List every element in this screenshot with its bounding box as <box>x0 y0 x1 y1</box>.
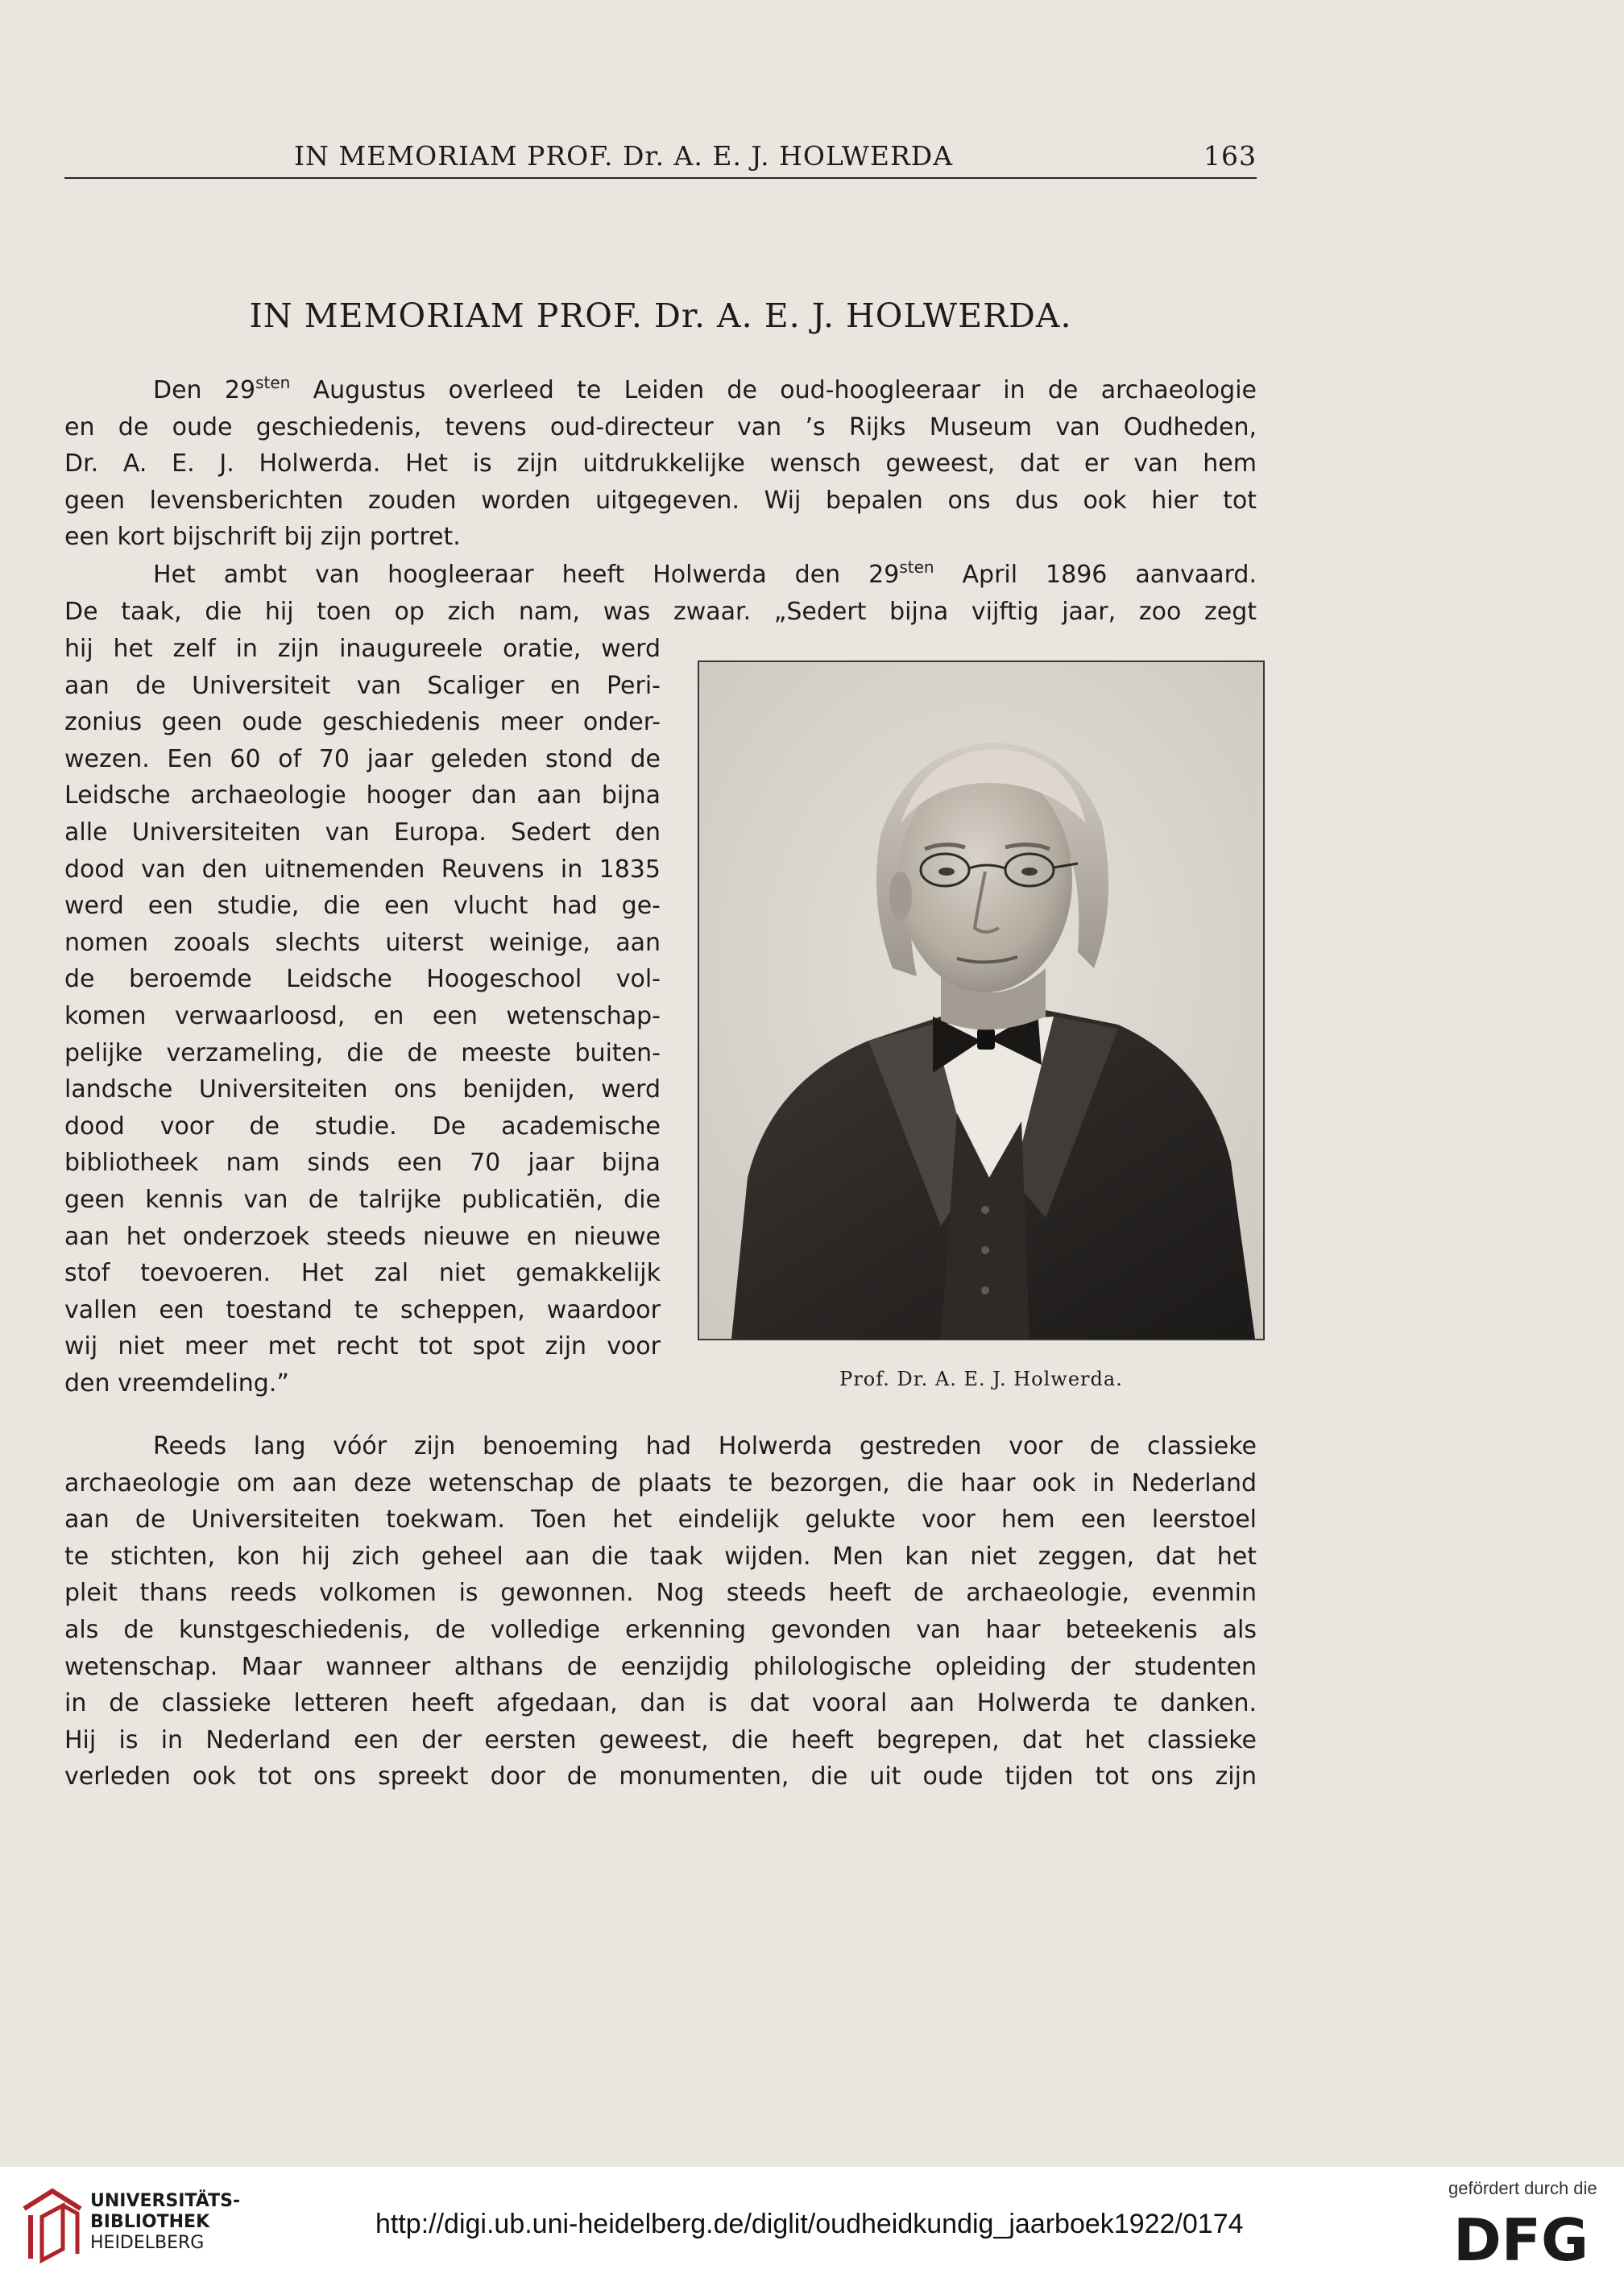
page-number: 163 <box>1204 140 1257 172</box>
text-line: pleit thans reeds volkomen is gewonnen. Nog steeds heeft de archaeologie, evenmin <box>64 1579 1257 1608</box>
text-line: pelijke verzameling, die de meeste buiten- <box>64 1038 661 1067</box>
text-line: wezen. Een 60 of 70 jaar geleden stond de <box>64 744 661 773</box>
text-line: Het ambt van hoogleeraar heeft Holwerda den $29^{sten}$ April 1896 aanvaard. <box>153 557 1257 589</box>
paragraph-3 <box>64 1428 1257 1795</box>
running-head <box>64 137 1257 179</box>
text-line: dood van den uitnemenden Reuvens in 1835 <box>64 855 661 884</box>
text-line: landsche Universiteiten ons benijden, werd <box>64 1075 661 1104</box>
running-head-title: IN MEMORIAM PROF. Dr. A. E. J. HOLWERDA <box>294 140 954 172</box>
library-logo-icon <box>16 2185 89 2265</box>
text-line: aan de Universiteiten toekwam. Toen het eindelijk gelukte voor hem een leerstoel <box>64 1505 1257 1534</box>
text-line: alle Universiteiten van Europa. Sedert den <box>64 818 661 847</box>
text-line: geen kennis van de talrijke publicatiën, die <box>64 1185 661 1214</box>
text-line: vallen een toestand te scheppen, waardoor <box>64 1295 661 1324</box>
text-line: Den $29^{sten}$ Augustus overleed te Leiden de oud-hoogleeraar in de archaeologie <box>153 373 1257 404</box>
text-line: en de oude geschiedenis, tevens oud-directeur van ’s Rijks Museum van Oudheden, <box>64 412 1257 441</box>
text-line: een kort bijschrift bij zijn portret. <box>64 523 461 552</box>
text-line: geen levensberichten zouden worden uitgegeven. Wij bepalen ons dus ook hier tot <box>64 486 1257 515</box>
text-line: aan het onderzoek steeds nieuwe en nieuwe <box>64 1222 661 1251</box>
funded-by-label: gefördert durch die <box>1448 2178 1597 2198</box>
text-line: stof toevoeren. Het zal niet gemakkelijk <box>64 1259 661 1288</box>
text-line: als de kunstgeschiedenis, de volledige erkenning gevonden van haar beteekenis als <box>64 1615 1257 1644</box>
paragraph-2-full-width <box>64 557 1257 630</box>
photo-caption: Prof. Dr. A. E. J. Holwerda. <box>839 1368 1123 1390</box>
text-line: de beroemde Leidsche Hoogeschool vol- <box>64 965 661 994</box>
text-line: wetenschap. Maar wanneer althans de eenzijdig philologische opleiding der studenten <box>64 1652 1257 1681</box>
text-line: wij niet meer met recht tot spot zijn voor <box>64 1332 661 1361</box>
text-line: bibliotheek nam sinds een 70 jaar bijna <box>64 1149 661 1178</box>
text-line: archaeologie om aan deze wetenschap de plaats te bezorgen, die haar ook in Nederland <box>64 1468 1257 1497</box>
text-line: den vreemdeling.” <box>64 1369 289 1398</box>
text-line: werd een studie, die een vlucht had ge- <box>64 892 661 921</box>
paragraph-2-wrapped-column <box>64 631 661 1402</box>
dfg-logo-icon <box>1450 2207 1608 2268</box>
text-line: verleden ook tot ons spreekt door de monumenten, die uit oude tijden tot ons zijn <box>64 1762 1257 1791</box>
digitization-footer <box>0 2167 1624 2282</box>
text-line: De taak, die hij toen op zich nam, was zwaar. „Sedert bijna vijftig jaar, zoo zegt <box>64 597 1257 626</box>
library-name: UNIVERSITÄTS- BIBLIOTHEK HEIDELBERG <box>90 2191 241 2253</box>
portrait-photo <box>698 661 1265 1340</box>
text-line: in de classieke letteren heeft afgedaan, dan is dat vooral aan Holwerda te danken. <box>64 1689 1257 1718</box>
text-line: hij het zelf in zijn inaugureele oratie, werd <box>64 635 661 663</box>
text-line: te stichten, kon hij zich geheel aan die taak wijden. Men kan niet zeggen, dat het <box>64 1542 1257 1571</box>
text-line: komen verwaarloosd, en een wetenschap- <box>64 1001 661 1030</box>
text-line: zonius geen oude geschiedenis meer onder- <box>64 708 661 737</box>
text-line: aan de Universiteit van Scaliger en Peri- <box>64 671 661 700</box>
text-line: Reeds lang vóór zijn benoeming had Holwerda gestreden voor de classieke <box>153 1432 1257 1460</box>
permalink-url[interactable]: http://digi.ub.uni-heidelberg.de/diglit/oudheidkundig_jaarboek1922/0174 <box>375 2209 1244 2239</box>
article-title: IN MEMORIAM PROF. Dr. A. E. J. HOLWERDA. <box>249 296 1072 335</box>
text-line: dood voor de studie. De academische <box>64 1112 661 1141</box>
text-line: Hij is in Nederland een der eersten geweest, die heeft begrepen, dat het classieke <box>64 1725 1257 1754</box>
svg-text:DFG: DFG <box>1453 2207 1589 2268</box>
paragraph-1 <box>64 372 1257 556</box>
text-line: nomen zooals slechts uiterst weinige, aan <box>64 928 661 957</box>
text-line: Dr. A. E. J. Holwerda. Het is zijn uitdrukkelijke wensch geweest, dat er van hem <box>64 449 1257 478</box>
text-line: Leidsche archaeologie hooger dan aan bijna <box>64 781 661 810</box>
